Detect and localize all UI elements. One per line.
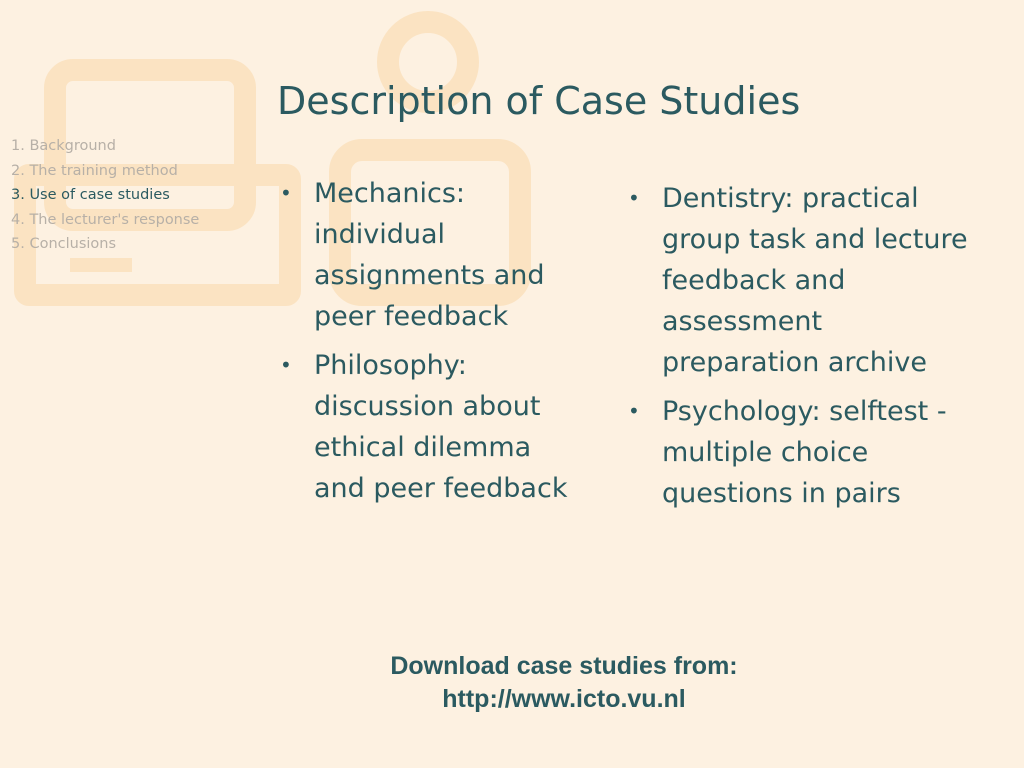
bullet-item-mechanics — [280, 173, 580, 337]
nav-item-lecturers-response[interactable]: 4. The lecturer's response — [11, 211, 200, 228]
slide-title: Description of Case Studies — [277, 79, 801, 123]
section-navigation — [11, 134, 199, 257]
bullet-text: Dentistry: practical group task and lecture feedback and assessment preparation archive — [662, 183, 968, 378]
bullet-item-psychology — [628, 391, 968, 514]
bullet-dot-icon: • — [280, 181, 292, 205]
bullet-text: Psychology: selftest - multiple choice questions in pairs — [662, 396, 947, 509]
bullet-dot-icon: • — [280, 353, 292, 377]
left-bullet-list — [280, 173, 580, 517]
right-bullet-list — [628, 178, 968, 522]
nav-item-background[interactable]: 1. Background — [11, 138, 116, 154]
bullet-text: Philosophy: discussion about ethical dilemma and peer feedback — [314, 350, 568, 504]
nav-item-training-method[interactable]: 2. The training method — [11, 162, 178, 179]
bullet-dot-icon: • — [628, 186, 640, 210]
nav-item-conclusions[interactable]: 5. Conclusions — [11, 236, 117, 252]
download-link[interactable]: http://www.icto.vu.nl — [442, 685, 686, 713]
bullet-item-dentistry — [628, 178, 968, 383]
bullet-item-philosophy — [280, 345, 580, 509]
download-notice — [368, 650, 760, 716]
nav-item-use-of-case-studies[interactable]: 3. Use of case studies — [11, 187, 170, 203]
bullet-text: Mechanics: individual assignments and peer feedback — [314, 178, 545, 332]
download-label: Download case studies from: — [390, 652, 738, 680]
bullet-dot-icon: • — [628, 399, 640, 423]
